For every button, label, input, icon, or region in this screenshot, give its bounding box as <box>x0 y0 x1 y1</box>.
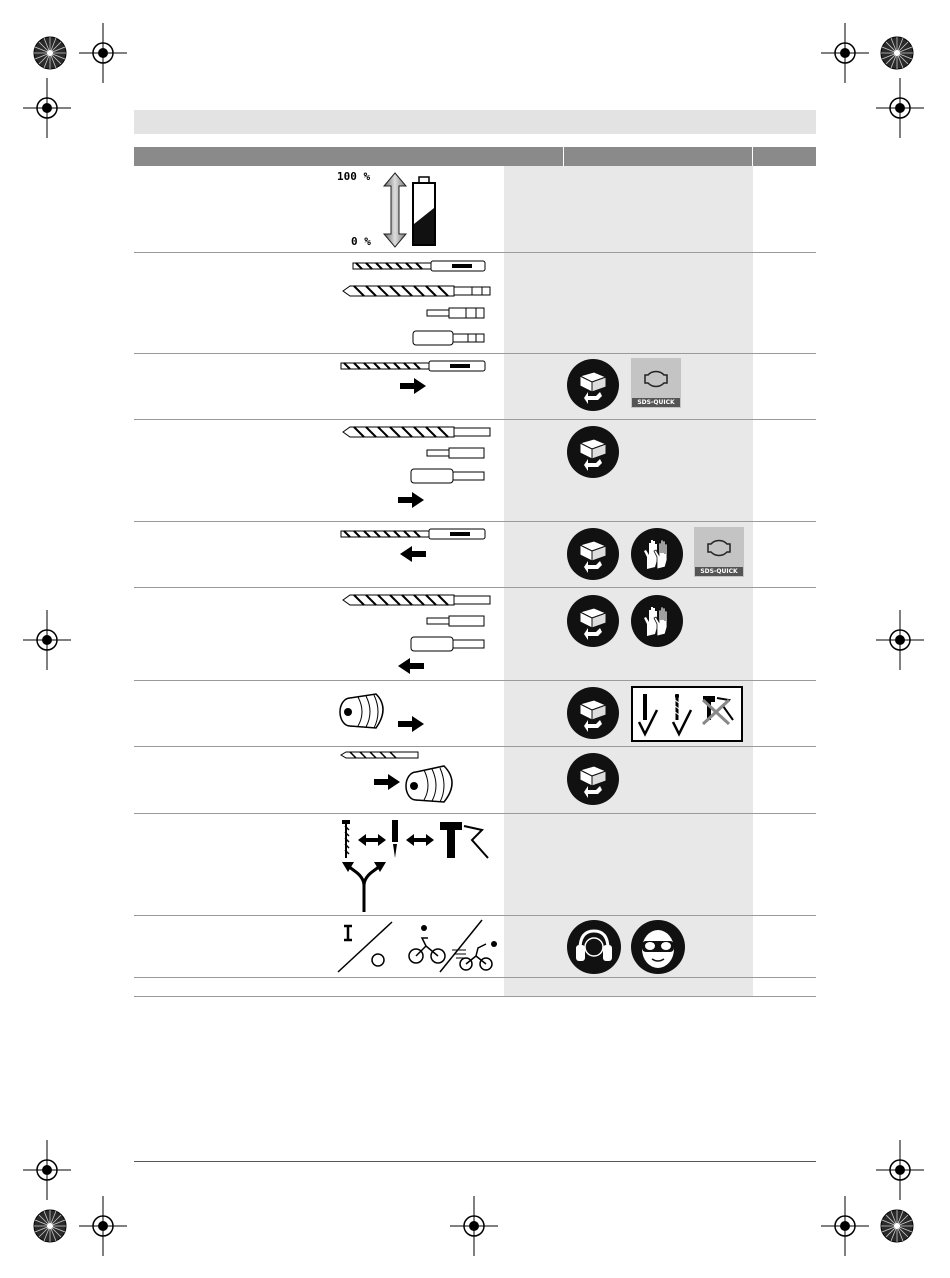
screwdriver-bit-icon <box>426 447 486 459</box>
sds-quick-badge <box>631 358 681 408</box>
battery-full-label: 100 % <box>337 170 371 183</box>
book-arrow-icon <box>566 527 620 581</box>
twist-drill-bit-icon <box>342 425 492 439</box>
socket-adapter-icon <box>410 468 486 484</box>
row-divider <box>134 746 816 747</box>
arrow-right-icon <box>374 774 400 790</box>
keyless-chuck-icon <box>336 688 392 732</box>
header-band <box>134 110 816 134</box>
arrow-right-icon <box>400 378 426 394</box>
sds-quick-badge <box>694 527 744 577</box>
eye-protection-icon <box>630 919 686 975</box>
drill-bit-icon <box>340 751 420 759</box>
book-arrow-icon <box>566 358 620 412</box>
row-divider <box>134 680 816 681</box>
registration-target-icon <box>876 610 924 670</box>
screwdriver-bit-icon <box>426 307 486 319</box>
registration-target-icon <box>821 1196 869 1256</box>
mode-selector-icon <box>336 818 496 914</box>
twist-drill-bit-icon <box>342 593 492 607</box>
row-divider <box>134 521 816 522</box>
sds-quick-label: SDS-QUICK <box>695 567 743 576</box>
sds-drill-bit-icon <box>340 527 486 541</box>
star-mark-icon <box>34 37 66 69</box>
registration-target-icon <box>821 23 869 83</box>
twist-drill-bit-icon <box>342 284 492 298</box>
arrow-right-icon <box>398 716 424 732</box>
screwdriver-bit-icon <box>426 615 486 627</box>
registration-target-icon <box>23 1140 71 1200</box>
protective-gloves-icon <box>630 527 684 581</box>
book-arrow-icon <box>566 594 620 648</box>
sds-drill-bit-icon <box>352 259 486 273</box>
speed-selector-icon <box>408 918 504 974</box>
row-divider <box>134 419 816 420</box>
shaded-column <box>504 166 753 997</box>
row-divider <box>134 587 816 588</box>
table-header <box>134 147 816 166</box>
row-divider <box>134 252 816 253</box>
charge-arrow-icon <box>383 172 407 248</box>
book-arrow-icon <box>566 752 620 806</box>
book-arrow-icon <box>566 686 620 740</box>
socket-adapter-icon <box>412 330 486 346</box>
battery-icon <box>412 176 436 246</box>
socket-adapter-icon <box>410 636 486 652</box>
ear-protection-icon <box>566 919 622 975</box>
registration-target-icon <box>876 1140 924 1200</box>
row-divider <box>134 813 816 814</box>
arrow-left-icon <box>398 658 424 674</box>
on-off-switch-icon <box>336 922 396 974</box>
star-mark-icon <box>881 1210 913 1242</box>
table-header-divider <box>563 147 564 166</box>
arrow-right-icon <box>398 492 424 508</box>
table-bottom-rule <box>134 996 816 997</box>
sds-drill-bit-icon <box>340 359 486 373</box>
registration-target-icon <box>450 1196 498 1256</box>
battery-empty-label: 0 % <box>351 235 371 248</box>
protective-gloves-icon <box>630 594 684 648</box>
star-mark-icon <box>881 37 913 69</box>
drill-mode-panel-icon <box>631 686 743 742</box>
row-divider <box>134 977 816 978</box>
registration-target-icon <box>79 1196 127 1256</box>
arrow-left-icon <box>400 546 426 562</box>
registration-target-icon <box>79 23 127 83</box>
keyless-chuck-icon <box>402 760 462 806</box>
table-header-divider <box>752 147 753 166</box>
book-arrow-icon <box>566 425 620 479</box>
row-divider <box>134 353 816 354</box>
registration-target-icon <box>23 610 71 670</box>
footer-rule <box>134 1161 816 1162</box>
registration-target-icon <box>876 78 924 138</box>
star-mark-icon <box>34 1210 66 1242</box>
row-divider <box>134 915 816 916</box>
registration-target-icon <box>23 78 71 138</box>
sds-quick-label: SDS-QUICK <box>632 398 680 407</box>
